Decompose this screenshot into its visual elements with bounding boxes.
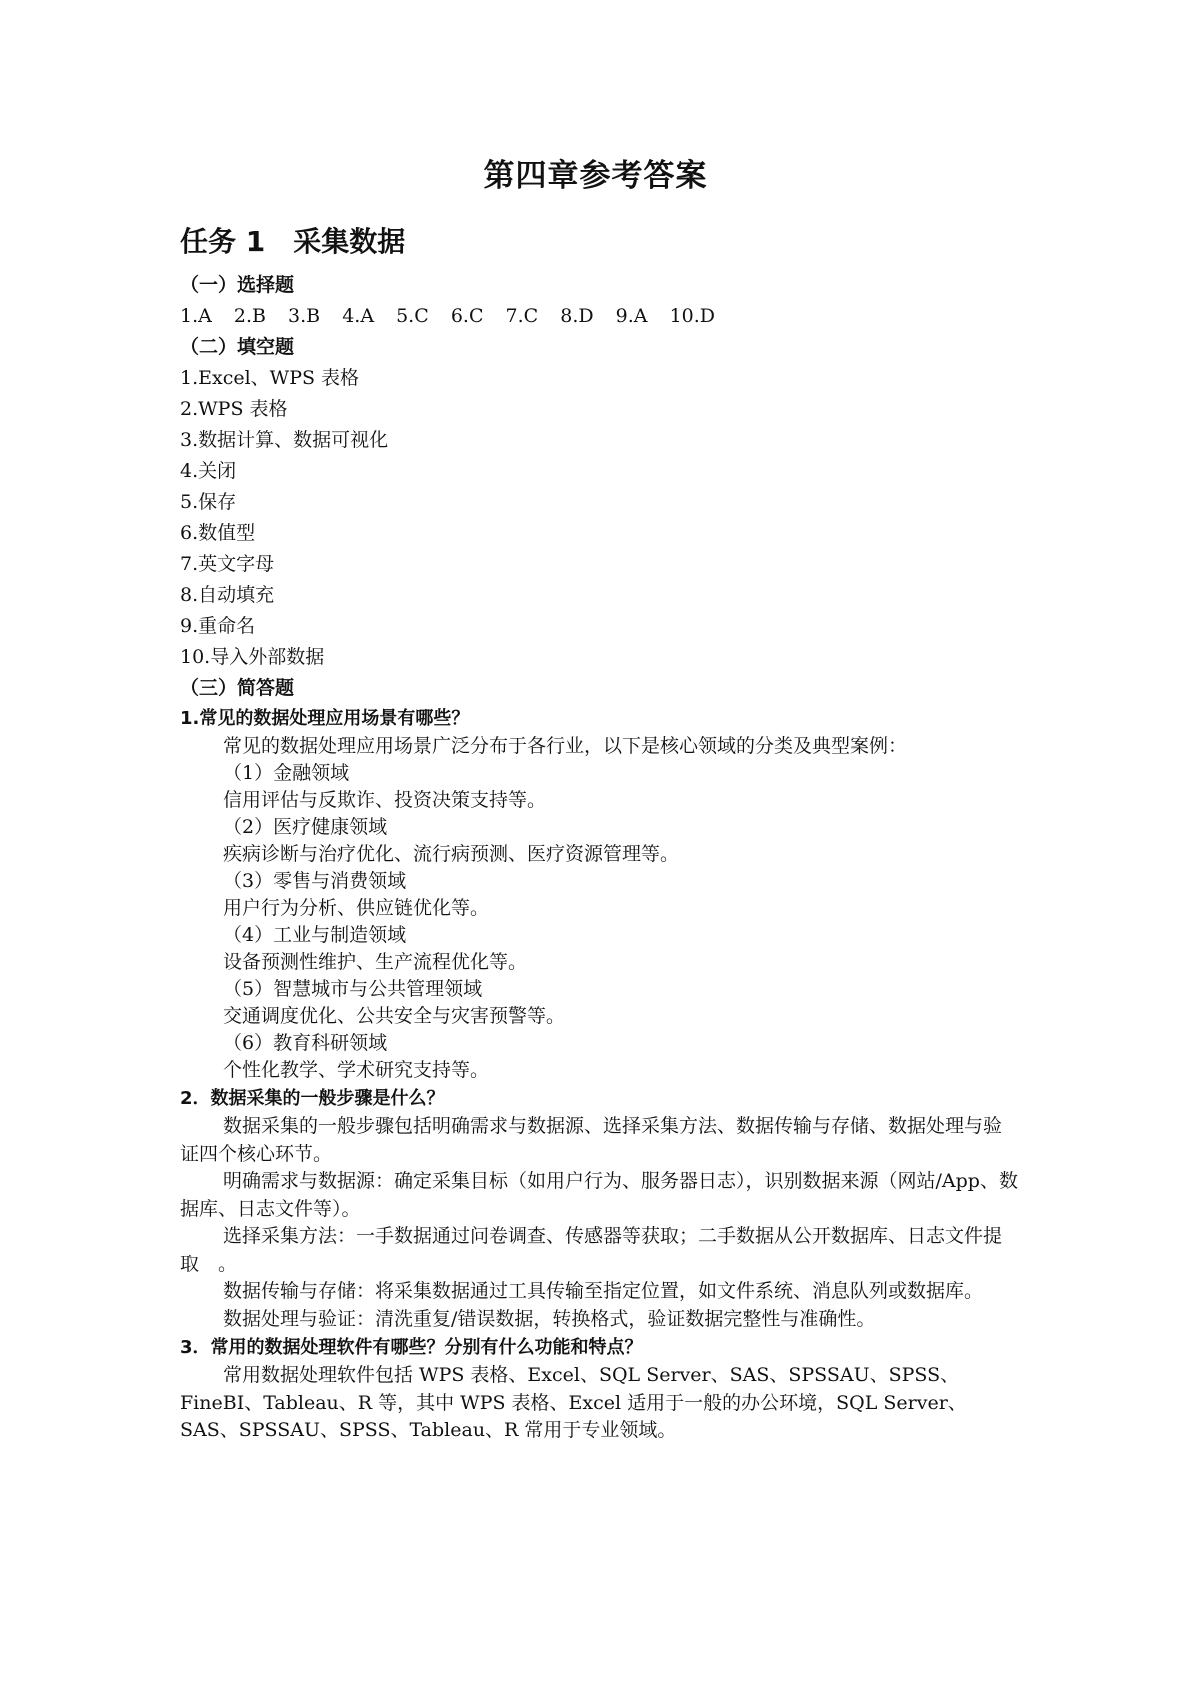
q1-line: （3）零售与消费领域 bbox=[223, 870, 407, 892]
q1-line: 疾病诊断与治疗优化、流行病预测、医疗资源管理等。 bbox=[223, 843, 680, 865]
choice-answer: 1.A bbox=[180, 305, 212, 327]
fill-answer: 3.数据计算、数据可视化 bbox=[180, 429, 389, 451]
fill-answer: 8.自动填充 bbox=[180, 584, 275, 606]
choice-answer: 5.C bbox=[396, 305, 429, 327]
q1-line: 信用评估与反欺诈、投资决策支持等。 bbox=[223, 789, 547, 811]
q2-paragraph: 数据处理与验证：清洗重复/错误数据，转换格式，验证数据完整性与准确性。 bbox=[223, 1307, 876, 1330]
choice-answer: 8.D bbox=[560, 305, 594, 327]
page-title: 第四章参考答案 bbox=[483, 158, 708, 194]
section-heading-choice: （一）选择题 bbox=[180, 274, 295, 296]
choice-answer: 3.B bbox=[288, 305, 321, 327]
q1-line: 交通调度优化、公共安全与灾害预警等。 bbox=[223, 1005, 566, 1027]
q3-paragraph: 常用数据处理软件包括 WPS 表格、Excel、SQL Server、SAS、SPSSAU、SPSS、FineBI、Tableau、R 等，其中 WPS 表格、Excel 适用于一般的办公环境，SQL Server、SAS、SPSSAU、SPSS、Tableau、R 常用于专业领域。 bbox=[180, 1364, 967, 1441]
q1-line: 用户行为分析、供应链优化等。 bbox=[223, 897, 490, 919]
q2-paragraph: 选择采集方法：一手数据通过问卷调查、传感器等获取；二手数据从公开数据库、日志文件提取 。 bbox=[180, 1225, 1003, 1275]
q1-line: 设备预测性维护、生产流程优化等。 bbox=[223, 951, 528, 973]
choice-answer: 10.D bbox=[669, 305, 716, 327]
q2-paragraph: 数据传输与存储：将采集数据通过工具传输至指定位置，如文件系统、消息队列或数据库。 bbox=[223, 1280, 984, 1302]
question-3: 3．常用的数据处理软件有哪些？分别有什么功能和特点？ bbox=[180, 1337, 643, 1358]
q1-intro: 常见的数据处理应用场景广泛分布于各行业，以下是核心领域的分类及典型案例： bbox=[223, 735, 908, 757]
question-1: 1.常见的数据处理应用场景有哪些？ bbox=[180, 708, 470, 729]
choice-answer: 2.B bbox=[233, 305, 266, 327]
choice-answer: 4.A bbox=[342, 305, 375, 327]
section-heading-fill: （二）填空题 bbox=[180, 336, 295, 358]
q1-line: （2）医疗健康领域 bbox=[223, 816, 388, 838]
choice-answer: 6.C bbox=[450, 305, 484, 327]
task-heading: 任务 1 采集数据 bbox=[180, 225, 406, 258]
choice-answers bbox=[180, 301, 1020, 332]
fill-answer: 9.重命名 bbox=[180, 615, 256, 637]
q1-line: 个性化教学、学术研究支持等。 bbox=[223, 1059, 490, 1081]
choice-answer: 9.A bbox=[615, 305, 648, 327]
fill-answer: 6.数值型 bbox=[180, 522, 256, 544]
section-heading-short-answer: （三）简答题 bbox=[180, 677, 295, 699]
q2-paragraph: 明确需求与数据源：确定采集目标（如用户行为、服务器日志），识别数据来源（网站/App、数据库、日志文件等）。 bbox=[180, 1170, 1018, 1220]
content bbox=[180, 270, 1020, 1445]
fill-answer: 2.WPS 表格 bbox=[180, 398, 288, 420]
q2-paragraph: 数据采集的一般步骤包括明确需求与数据源、选择采集方法、数据传输与存储、数据处理与验证四个核心环节。 bbox=[180, 1115, 1003, 1165]
fill-answer: 7.英文字母 bbox=[180, 553, 275, 575]
q1-line: （4）工业与制造领域 bbox=[223, 924, 407, 946]
fill-answer: 4.关闭 bbox=[180, 460, 237, 482]
fill-answer: 10.导入外部数据 bbox=[180, 646, 325, 668]
choice-answer: 7.C bbox=[505, 305, 539, 327]
q1-line: （6）教育科研领域 bbox=[223, 1032, 388, 1054]
question-2: 2．数据采集的一般步骤是什么？ bbox=[180, 1088, 445, 1109]
fill-answer: 5.保存 bbox=[180, 491, 237, 513]
q1-line: （5）智慧城市与公共管理领域 bbox=[223, 978, 483, 1000]
fill-answer: 1.Excel、WPS 表格 bbox=[180, 367, 360, 389]
q1-line: （1）金融领域 bbox=[223, 762, 350, 784]
